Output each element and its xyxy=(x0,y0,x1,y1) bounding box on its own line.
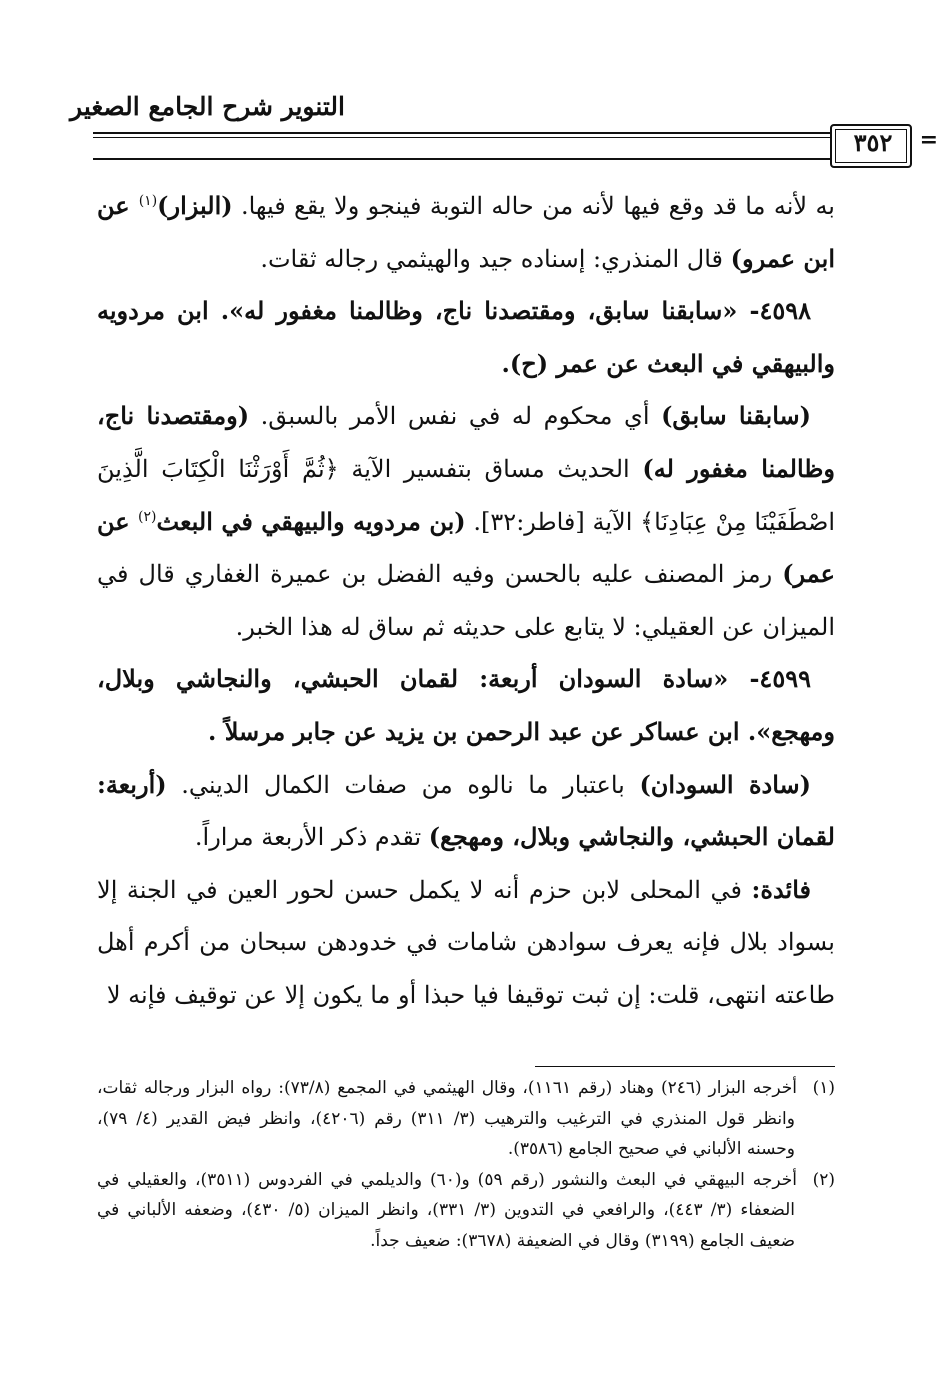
header-rule-middle xyxy=(93,137,832,138)
header-rule-bottom xyxy=(93,158,832,160)
quoted-phrase: (سابقنا سابق) xyxy=(661,401,811,431)
hadith-4599 xyxy=(97,653,835,758)
footnote-text: أخرجه البيهقي في البعث والنشور (رقم ٥٩) و(٦٠) والديلمي في الفردوس (٣٥١١)، والعقيلي في الضعفاء (٣/ ٤٤٣)، والرافعي في التدوين (٣/ ٣٣١)، وانظر الميزان (٥/ ٤٣٠)، وضعفه الألباني في ضعيف الجامع (٣١٩٩) وقال في الضعيفة (٣٦٧٨): ضعيف جداً. xyxy=(97,1169,797,1251)
footnote-ref-1: (١) xyxy=(138,193,158,209)
text-run: في المحلى لابن حزم أنه لا يكمل حسن لحور العين في الجنة إلا بسواد بلال فإنه يعرف سوادهن شامات في خدودهن سبحان من أكرم أهل طاعته انتهى، قلت: إن ثبت توقيفا فيا حبذا أو ما يكون إلا عن توقيف فإنه لا xyxy=(97,875,835,1009)
footnote-ref-2: (٢) xyxy=(138,508,157,525)
text-run: قال المنذري: إسناده جيد والهيثمي رجاله ثقات. xyxy=(260,244,731,273)
benefit-note xyxy=(97,864,835,1022)
text-run: رمز المصنف عليه بالحسن وفيه الفضل بن عميرة الغفاري قال في الميزان عن العقيلي: لا يتابع على حديثه ثم ساق له هذا الخبر. xyxy=(97,560,835,641)
text-run: أي محكوم له في نفس الأمر بالسبق. xyxy=(249,402,662,431)
note-label: فائدة: xyxy=(751,874,812,904)
hadith-text: «سابقنا سابق، ومقتصدنا ناج، وظالمنا مغفور له». ابن مردويه والبيهقي في البعث عن عمر (ح). xyxy=(97,296,835,378)
source-ref: عن ابن عمرو) xyxy=(97,191,835,273)
footnote-number: (١) xyxy=(812,1078,835,1098)
footnote-1 xyxy=(97,1073,835,1165)
quoted-phrase: (أربعة: لقمان الحبشي، والنجاشي وبلال، ومهجع) xyxy=(97,769,835,852)
hadith-number: ٤٥٩٩- xyxy=(728,664,811,694)
running-title: التنوير شرح الجامع الصغير xyxy=(70,92,345,121)
footnote-number: (٢) xyxy=(812,1169,835,1190)
footnote-text: أخرجه البزار (٢٤٦) وهناد (رقم ١١٦١)، وقال الهيثمي في المجمع (٧٣/٨): رواه البزار ورجاله ثقات، وانظر قول المنذري في الترغيب والترهيب (٣/ ٣١١) رقم (٤٢٠٦)، وانظر فيض القدير (٤/ ٧٩)، وحسنه الألباني في صحيح الجامع (٣٥٨٦). xyxy=(97,1078,797,1159)
source-ref: (بن مردويه والبيهقي في البعث xyxy=(156,506,466,536)
quoted-phrase: (ومقتصدنا ناج، وظالمنا مغفور له) xyxy=(97,401,835,483)
header-ornament: = xyxy=(919,127,938,153)
source-ref: (البزار) xyxy=(157,191,233,220)
hadith-number: ٤٥٩٨- xyxy=(737,296,811,326)
hadith-4598 xyxy=(97,285,835,390)
source-ref: عن عمر) xyxy=(97,506,835,589)
footnote-separator xyxy=(535,1066,835,1067)
paragraph-continuation xyxy=(97,180,835,285)
quoted-phrase: (سادة السودان) xyxy=(639,769,811,799)
hadith-text: «سادة السودان أربعة: لقمان الحبشي، والنجاشي وبلال، ومهجع». ابن عساكر عن عبد الرحمن بن يزيد عن جابر مرسلاً . xyxy=(97,664,835,746)
page-number: ٣٥٢ xyxy=(853,128,893,157)
text-run: الحديث مساق بتفسير الآية ﴿ثُمَّ أَوْرَثْنَا الْكِتَابَ الَّذِينَ اصْطَفَيْنَا مِنْ عِبَادِنَا﴾ الآية [فاطر:٣٢]. xyxy=(97,454,835,536)
text-run: باعتبار ما نالوه من صفات الكمال الديني. xyxy=(166,770,640,799)
commentary-4598 xyxy=(97,390,835,653)
footnote-2 xyxy=(97,1165,835,1257)
text-run: به لأنه ما قد وقع فيها لأنه من حاله التوبة فينجو ولا يقع فيها. xyxy=(232,192,835,220)
text-run: تقدم ذكر الأربعة مراراً. xyxy=(194,823,429,852)
header-rule-top xyxy=(93,132,832,134)
footnotes xyxy=(97,1073,835,1256)
commentary-4599 xyxy=(97,759,835,864)
main-text xyxy=(97,180,835,1022)
